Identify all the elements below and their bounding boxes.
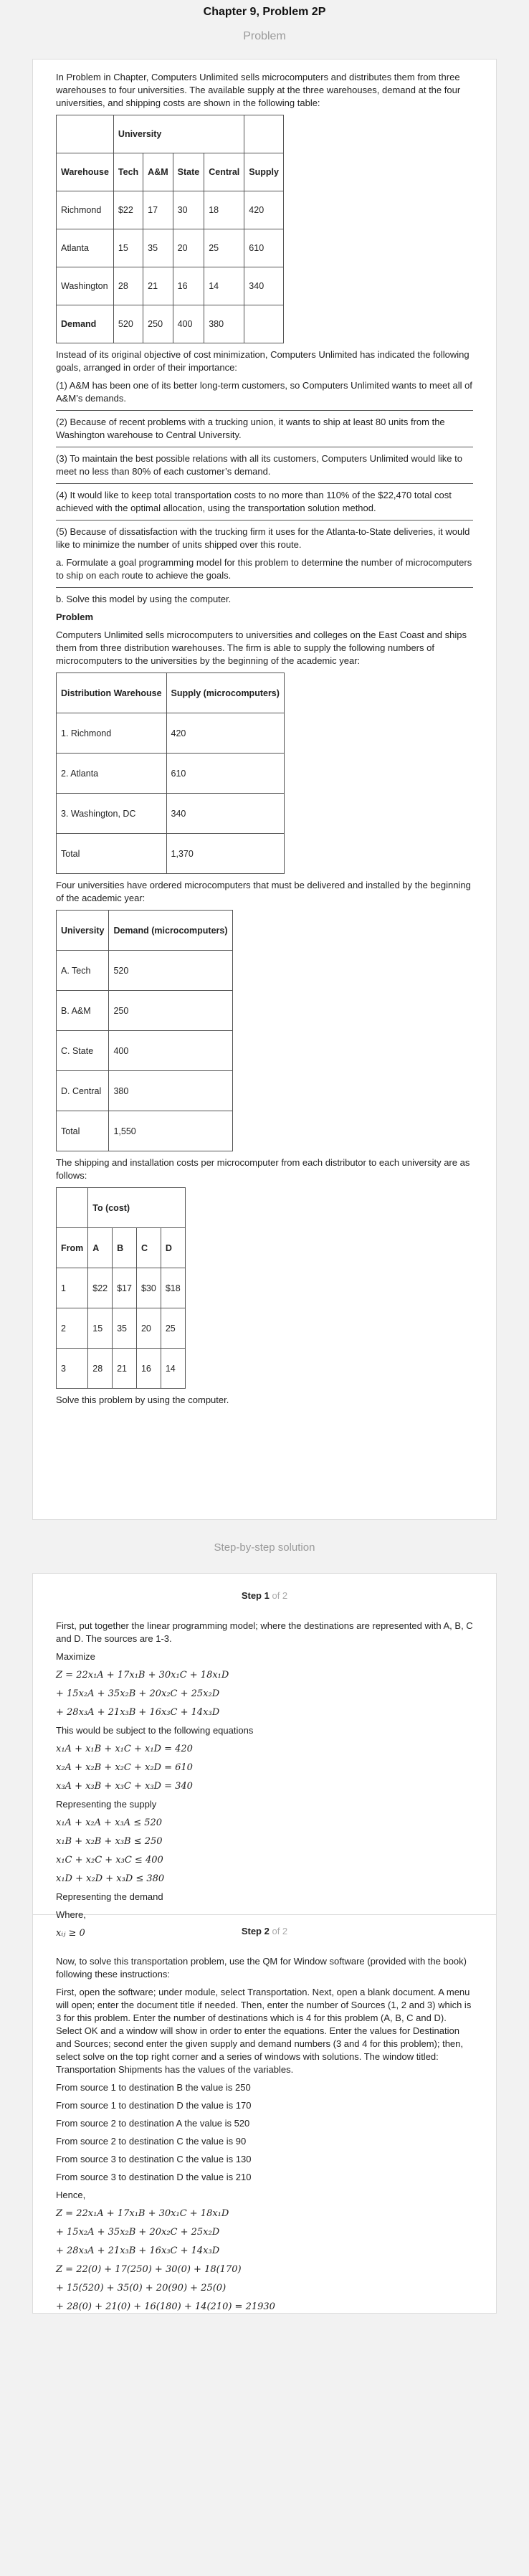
table-cell: 400 — [173, 305, 204, 343]
result-line: From source 3 to destination D the value is 210 — [56, 2172, 252, 2182]
problem-paragraph: Computers Unlimited sells microcomputers to universities and colleges on the East Coast and ships them from three distribution warehouses. The firm is able to supply the following numbers of microcomputers to the universities by the beginning of the academic year: — [56, 629, 467, 666]
table-row — [57, 267, 284, 305]
equation-line: x₃A + x₃B + x₃C + x₃D = 340 — [56, 1781, 193, 1792]
table-cell: 1 — [57, 1268, 88, 1308]
problem-label: Problem — [56, 612, 94, 622]
warehouse-table — [56, 115, 284, 343]
results-list — [56, 2081, 473, 2184]
table-cell: 28 — [88, 1349, 113, 1389]
table-cell: 21 — [113, 1349, 137, 1389]
table-cell: 18 — [204, 191, 244, 229]
final-calculation — [56, 2263, 473, 2314]
step1-intro: First, put together the linear programming model; where the destinations are represented with A, B, C and D. The sources are 1-3. — [56, 1620, 473, 1644]
table-cell: Demand — [57, 305, 114, 343]
page-header — [0, 0, 529, 43]
equation-line: x₁C + x₂C + x₃C ≤ 400 — [56, 1855, 163, 1866]
problem-intro: In Problem in Chapter, Computers Unlimited sells microcomputers and distributes them from three warehouses to four universities. The available supply at the three warehouses, demand at the four universities, and shipping costs are shown in the following table: — [56, 72, 461, 108]
table-header: State — [173, 153, 204, 191]
goals-list — [56, 379, 473, 551]
goal-item: (5) Because of dissatisfaction with the trucking firm it uses for the Atlanta-to-State deliveries, it would like to minimize the number of units shipped over this route. — [56, 526, 470, 550]
table-cell: 2 — [57, 1308, 88, 1349]
table-cell: 610 — [166, 754, 284, 794]
table-cell: 17 — [143, 191, 173, 229]
table-cell: Total — [57, 1111, 109, 1151]
table-cell: $30 — [136, 1268, 161, 1308]
goal-item: (4) It would like to keep total transportation costs to no more than 110% of the $22,470 total cost achieved with the optimal allocation, using the transportation solution method. — [56, 490, 452, 513]
table-cell: $22 — [88, 1268, 113, 1308]
table-row — [57, 1268, 186, 1308]
supply-equations — [56, 1742, 473, 1793]
cost-table — [56, 1187, 186, 1389]
supply-label: Representing the supply — [56, 1799, 157, 1810]
table-header: Demand (microcomputers) — [109, 911, 232, 951]
demand-equations — [56, 1816, 473, 1886]
table-header: C — [136, 1228, 161, 1268]
step-count: of 2 — [272, 1590, 288, 1601]
equation-line: + 15x₂A + 35x₂B + 20x₂C + 25x₂D — [56, 2227, 220, 2238]
table-row — [57, 713, 285, 754]
table-cell: 20 — [173, 229, 204, 267]
table-cell: 15 — [88, 1308, 113, 1349]
table-cell: 25 — [204, 229, 244, 267]
table-cell: 35 — [143, 229, 173, 267]
table-cell: 400 — [109, 1031, 232, 1071]
table-cell: 15 — [113, 229, 143, 267]
goals-intro: Instead of its original objective of cost minimization, Computers Unlimited has indicated the following goals, arranged in order of their importance: — [56, 349, 470, 373]
goal-item: (2) Because of recent problems with a trucking union, it wants to ship at least 80 units from the Washington warehouse to Central University. — [56, 417, 445, 440]
table-cell: 21 — [143, 267, 173, 305]
table-cell: 340 — [244, 267, 284, 305]
equation-line: Z = 22(0) + 17(250) + 30(0) + 18(170) — [56, 2264, 242, 2275]
table-cell: 35 — [113, 1308, 137, 1349]
divider — [56, 587, 473, 588]
table-header — [57, 115, 114, 153]
table-cell: $17 — [113, 1268, 137, 1308]
equation-line: x₁D + x₂D + x₃D ≤ 380 — [56, 1873, 165, 1884]
equation-line: x₁A + x₂A + x₃A ≤ 520 — [56, 1817, 163, 1828]
table-cell: Atlanta — [57, 229, 114, 267]
goal-item: (3) To maintain the best possible relations with all its customers, Computers Unlimited would like to meet no less than 80% of each customer’s demand. — [56, 453, 462, 477]
table-row — [57, 229, 284, 267]
table-header: Distribution Warehouse — [57, 673, 167, 713]
step-label: Step 2 — [241, 1926, 270, 1936]
part-a: a. Formulate a goal programming model for this problem to determine the number of microcomputers to ship on each route to achieve the goals. — [56, 557, 472, 581]
table-cell: 380 — [204, 305, 244, 343]
table-header: B — [113, 1228, 137, 1268]
table-cell: 420 — [166, 713, 284, 754]
supply-table — [56, 672, 285, 874]
step-label: Step 1 — [241, 1590, 270, 1601]
maximize-label: Maximize — [56, 1651, 95, 1662]
table-header: Tech — [113, 153, 143, 191]
table-cell: 28 — [113, 267, 143, 305]
table-cell: B. A&M — [57, 991, 109, 1031]
divider — [56, 520, 473, 521]
equation-line: Z = 22x₁A + 17x₁B + 30x₁C + 18x₁D — [56, 1670, 229, 1681]
divider — [56, 483, 473, 484]
result-line: From source 2 to destination C the value is 90 — [56, 2136, 247, 2147]
table-cell: 1,370 — [166, 834, 284, 874]
equation-line: + 28(0) + 21(0) + 16(180) + 14(210) = 21930 — [56, 2301, 275, 2312]
problem-heading: Problem — [243, 30, 286, 42]
table-header: Central — [204, 153, 244, 191]
equation-line: x₁B + x₂B + x₃B ≤ 250 — [56, 1836, 163, 1847]
step2-header — [56, 1915, 473, 1938]
table-cell: 3. Washington, DC — [57, 794, 167, 834]
table-row — [57, 191, 284, 229]
table-header: To (cost) — [88, 1188, 185, 1228]
table-row — [57, 754, 285, 794]
table-row — [57, 1111, 233, 1151]
table-row — [57, 951, 233, 991]
table-cell: 20 — [136, 1308, 161, 1349]
equation-line: Z = 22x₁A + 17x₁B + 30x₁C + 18x₁D — [56, 2208, 229, 2219]
step1-header — [56, 1574, 473, 1602]
equation-line: + 28x₃A + 21x₃B + 16x₃C + 14x₃D — [56, 2245, 220, 2256]
table-cell: 14 — [204, 267, 244, 305]
table-header: A&M — [143, 153, 173, 191]
part-b: b. Solve this model by using the computer. — [56, 594, 232, 604]
table-row — [57, 1071, 233, 1111]
table-cell: A. Tech — [57, 951, 109, 991]
table-cell — [244, 305, 284, 343]
table-cell: 250 — [143, 305, 173, 343]
demand-paragraph: Four universities have ordered microcomputers that must be delivered and installed by the beginning of the academic year: — [56, 880, 471, 903]
table-header: From — [57, 1228, 88, 1268]
table-header: D — [161, 1228, 185, 1268]
table-row — [57, 834, 285, 874]
table-cell: 340 — [166, 794, 284, 834]
table-cell: $22 — [113, 191, 143, 229]
objective-function — [56, 2207, 473, 2258]
nonnegativity: xᵢⱼ ≥ 0 — [56, 1928, 85, 1939]
table-header: Warehouse — [57, 153, 114, 191]
result-line: From source 2 to destination A the value is 520 — [56, 2118, 250, 2129]
equation-line: x₁A + x₁B + x₁C + x₁D = 420 — [56, 1744, 193, 1754]
table-cell: 16 — [173, 267, 204, 305]
table-row — [57, 991, 233, 1031]
table-header: University — [57, 911, 109, 951]
step2-instructions: First, open the software; under module, select Transportation. Next, open a blank document. A menu will open; enter the document title if needed. Then, enter the number of Sources (1, 2 and 3) which is 3 for this problem. Enter the number of destinations which is 4 for this problem (A, B, C and D). Select OK and a window will show in order to enter the equations. Enter the values for Destination and Sources; second enter the given supply and demand numbers (3 and 4 for this problem); then, select solve on the top right corner and a series of windows with solutions. The window titled: Transportation Shipments has the values of the variables. — [56, 1987, 472, 2075]
table-cell: C. State — [57, 1031, 109, 1071]
divider — [56, 410, 473, 411]
result-line: From source 1 to destination D the value is 170 — [56, 2100, 252, 2111]
table-header: University — [113, 115, 244, 153]
table-header: Supply (microcomputers) — [166, 673, 284, 713]
solution-title: Step-by-step solution — [214, 1541, 315, 1554]
subject-label: This would be subject to the following equations — [56, 1725, 254, 1736]
table-header — [244, 115, 284, 153]
table-row — [57, 1031, 233, 1071]
table-row — [57, 305, 284, 343]
table-cell: 25 — [161, 1308, 185, 1349]
goal-item: (1) A&M has been one of its better long-term customers, so Computers Unlimited wants to meet all of A&M’s demands. — [56, 380, 472, 404]
table-header: Supply — [244, 153, 284, 191]
equation-line: + 28x₃A + 21x₃B + 16x₃C + 14x₃D — [56, 1707, 220, 1718]
table-cell: Richmond — [57, 191, 114, 229]
demand-table — [56, 910, 233, 1151]
table-cell: $18 — [161, 1268, 185, 1308]
table-cell: 380 — [109, 1071, 232, 1111]
table-cell: 610 — [244, 229, 284, 267]
table-cell: D. Central — [57, 1071, 109, 1111]
table-cell: 2. Atlanta — [57, 754, 167, 794]
table-cell: 1,550 — [109, 1111, 232, 1151]
problem-card — [32, 59, 497, 1520]
table-row — [57, 1349, 186, 1389]
page-title: Chapter 9, Problem 2P — [203, 6, 326, 18]
table-cell: Washington — [57, 267, 114, 305]
equation-line: + 15(520) + 35(0) + 20(90) + 25(0) — [56, 2283, 227, 2294]
equation-line: + 15x₂A + 35x₂B + 20x₂C + 25x₂D — [56, 1688, 220, 1699]
table-cell: 520 — [109, 951, 232, 991]
where-label: Where, — [56, 1909, 86, 1920]
table-cell: 420 — [244, 191, 284, 229]
result-line: From source 1 to destination B the value is 250 — [56, 2082, 251, 2093]
step2-card — [32, 1915, 497, 2314]
table-header: A — [88, 1228, 113, 1268]
step-count: of 2 — [272, 1926, 288, 1936]
result-line: From source 3 to destination C the value is 130 — [56, 2154, 252, 2164]
table-cell: 3 — [57, 1349, 88, 1389]
table-header — [57, 1188, 88, 1228]
table-cell: 250 — [109, 991, 232, 1031]
table-cell: 14 — [161, 1349, 185, 1389]
cost-paragraph: The shipping and installation costs per microcomputer from each distributor to each university are as follows: — [56, 1157, 470, 1181]
table-cell: 30 — [173, 191, 204, 229]
table-cell: 520 — [113, 305, 143, 343]
objective-function — [56, 1668, 473, 1719]
table-row — [57, 794, 285, 834]
table-cell: 16 — [136, 1349, 161, 1389]
solve-paragraph: Solve this problem by using the computer. — [56, 1394, 229, 1405]
table-cell: 1. Richmond — [57, 713, 167, 754]
step2-intro: Now, to solve this transportation problem, use the QM for Window software (provided with the book) following these instructions: — [56, 1956, 467, 1979]
table-row — [57, 1308, 186, 1349]
equation-line: x₂A + x₂B + x₂C + x₂D = 610 — [56, 1762, 193, 1773]
table-cell: Total — [57, 834, 167, 874]
hence-label: Hence, — [56, 2190, 86, 2200]
demand-label: Representing the demand — [56, 1891, 163, 1902]
